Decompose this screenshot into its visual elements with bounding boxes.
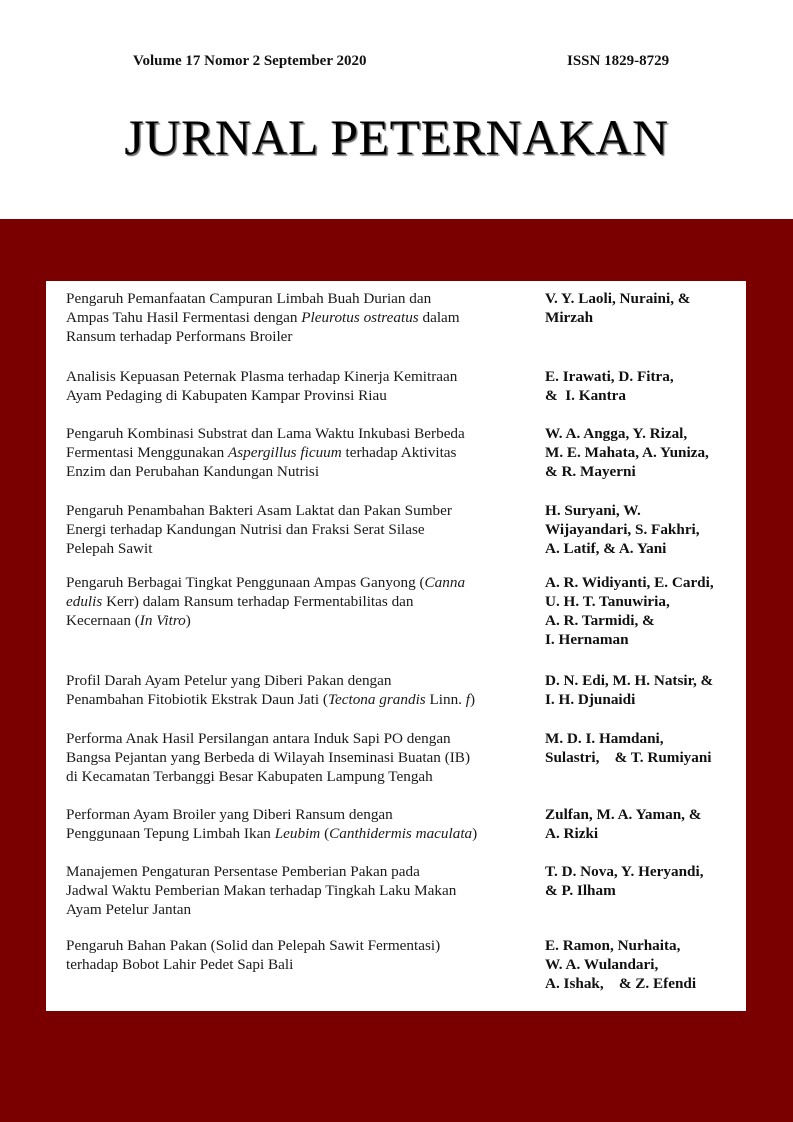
title-text: ( (320, 825, 330, 842)
article-title-line (66, 862, 534, 881)
article-authors (545, 424, 745, 481)
article-title (66, 862, 534, 919)
author-line: E. Ramon, Nurhaita, (545, 937, 681, 954)
title-text: Pengaruh Berbagai Tingkat Penggunaan Ampas Ganyong ( (66, 574, 425, 591)
title-text: ) (470, 691, 476, 708)
author-line: Zulfan, M. A. Yaman, & (545, 806, 702, 823)
article-title-line (66, 386, 534, 405)
author-line: I. Hernaman (545, 631, 629, 648)
author-line: U. H. T. Tanuwiria, (545, 593, 670, 610)
author-line: A. Rizki (545, 825, 599, 842)
title-text: Pengaruh Bahan Pakan (Solid dan Pelepah Sawit Fermentasi) (66, 937, 441, 954)
article-title-line (66, 748, 534, 767)
article-title (66, 573, 534, 630)
title-italic-text: f (465, 691, 471, 708)
title-italic-text: Canna (424, 574, 466, 591)
title-text: Pengaruh Pemanfaatan Campuran Limbah Buah Durian dan (66, 290, 432, 307)
title-italic-text: Aspergillus ficuum (227, 444, 342, 461)
author-line: H. Suryani, W. (545, 502, 641, 519)
title-text: Profil Darah Ayam Petelur yang Diberi Pakan dengan (66, 672, 392, 689)
article-title-line (66, 308, 534, 327)
journal-meta (133, 53, 693, 75)
title-text: Kecernaan ( (66, 612, 140, 629)
article-title (66, 671, 534, 709)
author-line: E. Irawati, D. Fitra, (545, 368, 674, 385)
article-authors (545, 805, 745, 843)
title-text: Linn. (425, 691, 466, 708)
title-text: Energi terhadap Kandungan Nutrisi dan Fraksi Serat Silase (66, 521, 425, 538)
article-title-line (66, 573, 534, 592)
title-text: Penggunaan Tepung Limbah Ikan (66, 825, 275, 842)
article-title-line (66, 936, 534, 955)
article-title-line (66, 367, 534, 386)
title-italic-text: Leubim (274, 825, 321, 842)
article-title-line (66, 767, 534, 786)
author-line: T. D. Nova, Y. Heryandi, (545, 863, 704, 880)
author-line: I. H. Djunaidi (545, 691, 636, 708)
title-text: Jadwal Waktu Pemberian Makan terhadap Tingkah Laku Makan (66, 882, 457, 899)
author-line: Mirzah (545, 309, 594, 326)
article-title-line (66, 501, 534, 520)
title-text: Pengaruh Penambahan Bakteri Asam Laktat dan Pakan Sumber (66, 502, 452, 519)
author-line: W. A. Angga, Y. Rizal, (545, 425, 688, 442)
title-text: Ampas Tahu Hasil Fermentasi dengan (66, 309, 302, 326)
author-line: & R. Mayerni (545, 463, 636, 480)
article-authors (545, 729, 745, 767)
article-title-line (66, 539, 534, 558)
title-text: Enzim dan Perubahan Kandungan Nutrisi (66, 463, 320, 480)
article-title-line (66, 443, 534, 462)
title-italic-text: Canthidermis maculata (329, 825, 473, 842)
title-text: Ayam Petelur Jantan (66, 901, 192, 918)
article-title (66, 805, 534, 843)
article-title-line (66, 327, 534, 346)
title-text: Analisis Kepuasan Peternak Plasma terhadap Kinerja Kemitraan (66, 368, 458, 385)
author-line: W. A. Wulandari, (545, 956, 659, 973)
author-line: M. D. I. Hamdani, (545, 730, 664, 747)
title-italic-text: In Vitro (139, 612, 186, 629)
title-text: ) (472, 825, 478, 842)
journal-title: JURNAL PETERNAKAN (124, 109, 669, 165)
article-title-line (66, 805, 534, 824)
title-text: Pengaruh Kombinasi Substrat dan Lama Waktu Inkubasi Berbeda (66, 425, 465, 442)
title-text: Kerr) dalam Ransum terhadap Fermentabilitas dan (102, 593, 414, 610)
article-authors (545, 862, 745, 900)
article-authors (545, 573, 745, 649)
title-text: di Kecamatan Terbanggi Besar Kabupaten Lampung Tengah (66, 768, 433, 785)
title-text: Performan Ayam Broiler yang Diberi Ransum dengan (66, 806, 393, 823)
article-title (66, 367, 534, 405)
article-title-line (66, 462, 534, 481)
title-text: dalam (418, 309, 460, 326)
article-authors (545, 289, 745, 327)
title-italic-text: Tectona grandis (327, 691, 426, 708)
article-authors (545, 367, 745, 405)
author-line: A. R. Widiyanti, E. Cardi, (545, 574, 714, 591)
author-line: M. E. Mahata, A. Yuniza, (545, 444, 709, 461)
article-title-line (66, 881, 534, 900)
title-italic-text: Pleurotus ostreatus (301, 309, 419, 326)
title-text: Performa Anak Hasil Persilangan antara Induk Sapi PO dengan (66, 730, 451, 747)
author-line: & P. Ilham (545, 882, 616, 899)
author-line: Wijayandari, S. Fakhri, (545, 521, 700, 538)
title-text: Fermentasi Menggunakan (66, 444, 228, 461)
author-line: A. Ishak, & Z. Efendi (545, 975, 697, 992)
author-line: & I. Kantra (545, 387, 626, 404)
article-title-line (66, 424, 534, 443)
article-title-line (66, 611, 534, 630)
author-line: V. Y. Laoli, Nuraini, & (545, 290, 691, 307)
article-title-line (66, 289, 534, 308)
article-authors (545, 671, 745, 709)
title-text: terhadap Aktivitas (341, 444, 457, 461)
author-line: A. R. Tarmidi, & (545, 612, 655, 629)
article-title (66, 501, 534, 558)
article-title-line (66, 955, 534, 974)
article-authors (545, 936, 745, 993)
article-title (66, 424, 534, 481)
article-title (66, 289, 534, 346)
article-title-line (66, 690, 534, 709)
title-text: Ayam Pedaging di Kabupaten Kampar Provinsi Riau (66, 387, 387, 404)
article-title-line (66, 520, 534, 539)
article-authors (545, 501, 745, 558)
author-line: D. N. Edi, M. H. Natsir, & (545, 672, 714, 689)
title-text: ) (185, 612, 191, 629)
table-of-contents (46, 281, 746, 1011)
title-text: Ransum terhadap Performans Broiler (66, 328, 293, 345)
author-line: Sulastri, & T. Rumiyani (545, 749, 712, 766)
title-text: Penambahan Fitobiotik Ekstrak Daun Jati ( (66, 691, 328, 708)
title-text: Bangsa Pejantan yang Berbeda di Wilayah Inseminasi Buatan (IB) (66, 749, 470, 766)
title-text: terhadap Bobot Lahir Pedet Sapi Bali (66, 956, 294, 973)
title-text: Pelepah Sawit (66, 540, 153, 557)
article-title-line (66, 592, 534, 611)
article-title-line (66, 671, 534, 690)
volume-info: Volume 17 Nomor 2 September 2020 (133, 53, 367, 69)
article-title (66, 936, 534, 974)
article-title-line (66, 900, 534, 919)
issn-number: ISSN 1829-8729 (567, 53, 670, 69)
title-text: Manajemen Pengaturan Persentase Pemberian Pakan pada (66, 863, 420, 880)
title-italic-text: edulis (66, 593, 103, 610)
article-title-line (66, 824, 534, 843)
article-title (66, 729, 534, 786)
article-title-line (66, 729, 534, 748)
author-line: A. Latif, & A. Yani (545, 540, 667, 557)
